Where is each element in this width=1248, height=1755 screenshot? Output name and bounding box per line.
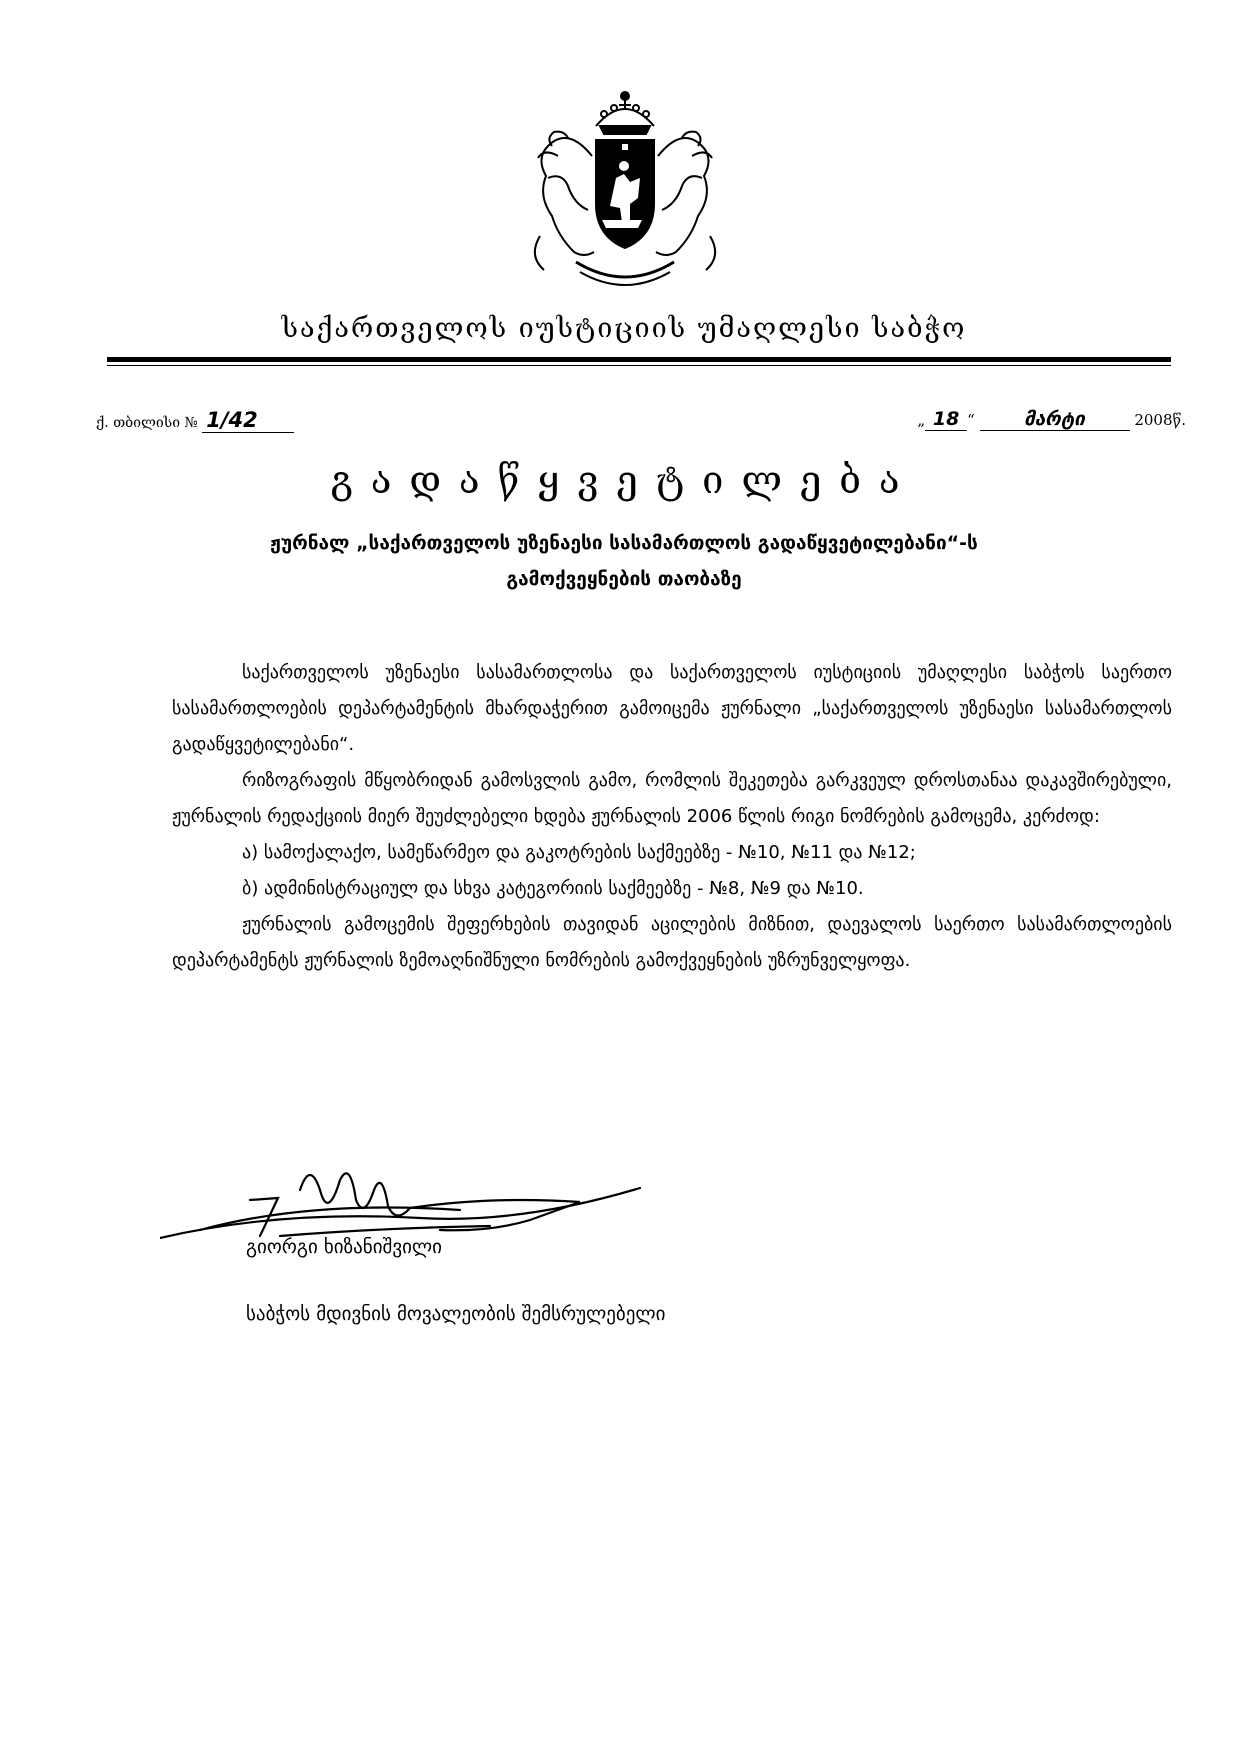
- signer-name: გიორგი ხიზანიშვილი: [246, 1236, 442, 1258]
- subtitle-line-2: გამოქვეყნების თაობაზე: [506, 568, 742, 590]
- date-day: 18: [932, 408, 960, 430]
- paragraph-1: საქართველოს უზენაესი სასამართლოსა და საქართველოს იუსტიციის უმაღლესი საბჭოს საერთო სასამართლოების დეპარტამენტის მხარდაჭერით გამოიცემა ჟურნალი „საქართველოს უზენაესი სასამართლოს გადაწყვეტილებანი“.: [172, 662, 1172, 755]
- list-item-b: ბ) ადმინისტრაციულ და სხვა კატეგორიის საქმეებზე - №8, №9 და №10.: [242, 878, 864, 899]
- document-subtitle: [170, 525, 1078, 597]
- signer-position: საბჭოს მდივნის მოვალეობის შემსრულებელი: [246, 1303, 666, 1325]
- header-divider-thin: [107, 365, 1171, 366]
- document-title: გადაწყვეტილება: [330, 458, 918, 502]
- georgia-coat-of-arms-icon: [518, 86, 732, 296]
- date-line: „ 18 “ მარტი 2008წ.: [917, 408, 1186, 430]
- decision-number: 1/42: [206, 408, 258, 432]
- date-year-suffix: წ.: [1172, 411, 1186, 429]
- date-year: 2008: [1134, 411, 1173, 429]
- paragraph-2: რიზოგრაფის მწყობრიდან გამოსვლის გამო, რომლის შეკეთება გარკვეულ დროსთანაა დაკავშირებული, ჟურნალის რედაქციის მიერ შეუძლებელი ხდება ჟურნალის 2006 წლის რიგი ნომრების გამოცემა, კერძოდ:: [172, 770, 1172, 827]
- date-month: მარტი: [1024, 408, 1085, 430]
- subtitle-line-1: ჟურნალ „საქართველოს უზენაესი სასამართლოს გადაწყვეტილებანი“-ს: [270, 532, 978, 554]
- header-divider-thick: [107, 357, 1171, 362]
- reference-number-line: [96, 408, 294, 433]
- council-title: საქართველოს იუსტიციის უმაღლესი საბჭო: [281, 313, 967, 344]
- decision-body: [172, 655, 1172, 979]
- list-item-a: ა) სამოქალაქო, სამეწარმეო და გაკოტრების საქმეებზე - №10, №11 და №12;: [242, 842, 916, 863]
- city-prefix: ქ. თბილისი №: [96, 415, 198, 431]
- paragraph-3: ჟურნალის გამოცემის შეფერხების თავიდან აცილების მიზნით, დაევალოს საერთო სასამართლოების დეპარტამენტს ჟურნალის ზემოაღნიშნული ნომრების გამოქვეყნების უზრუნველყოფა.: [172, 914, 1172, 971]
